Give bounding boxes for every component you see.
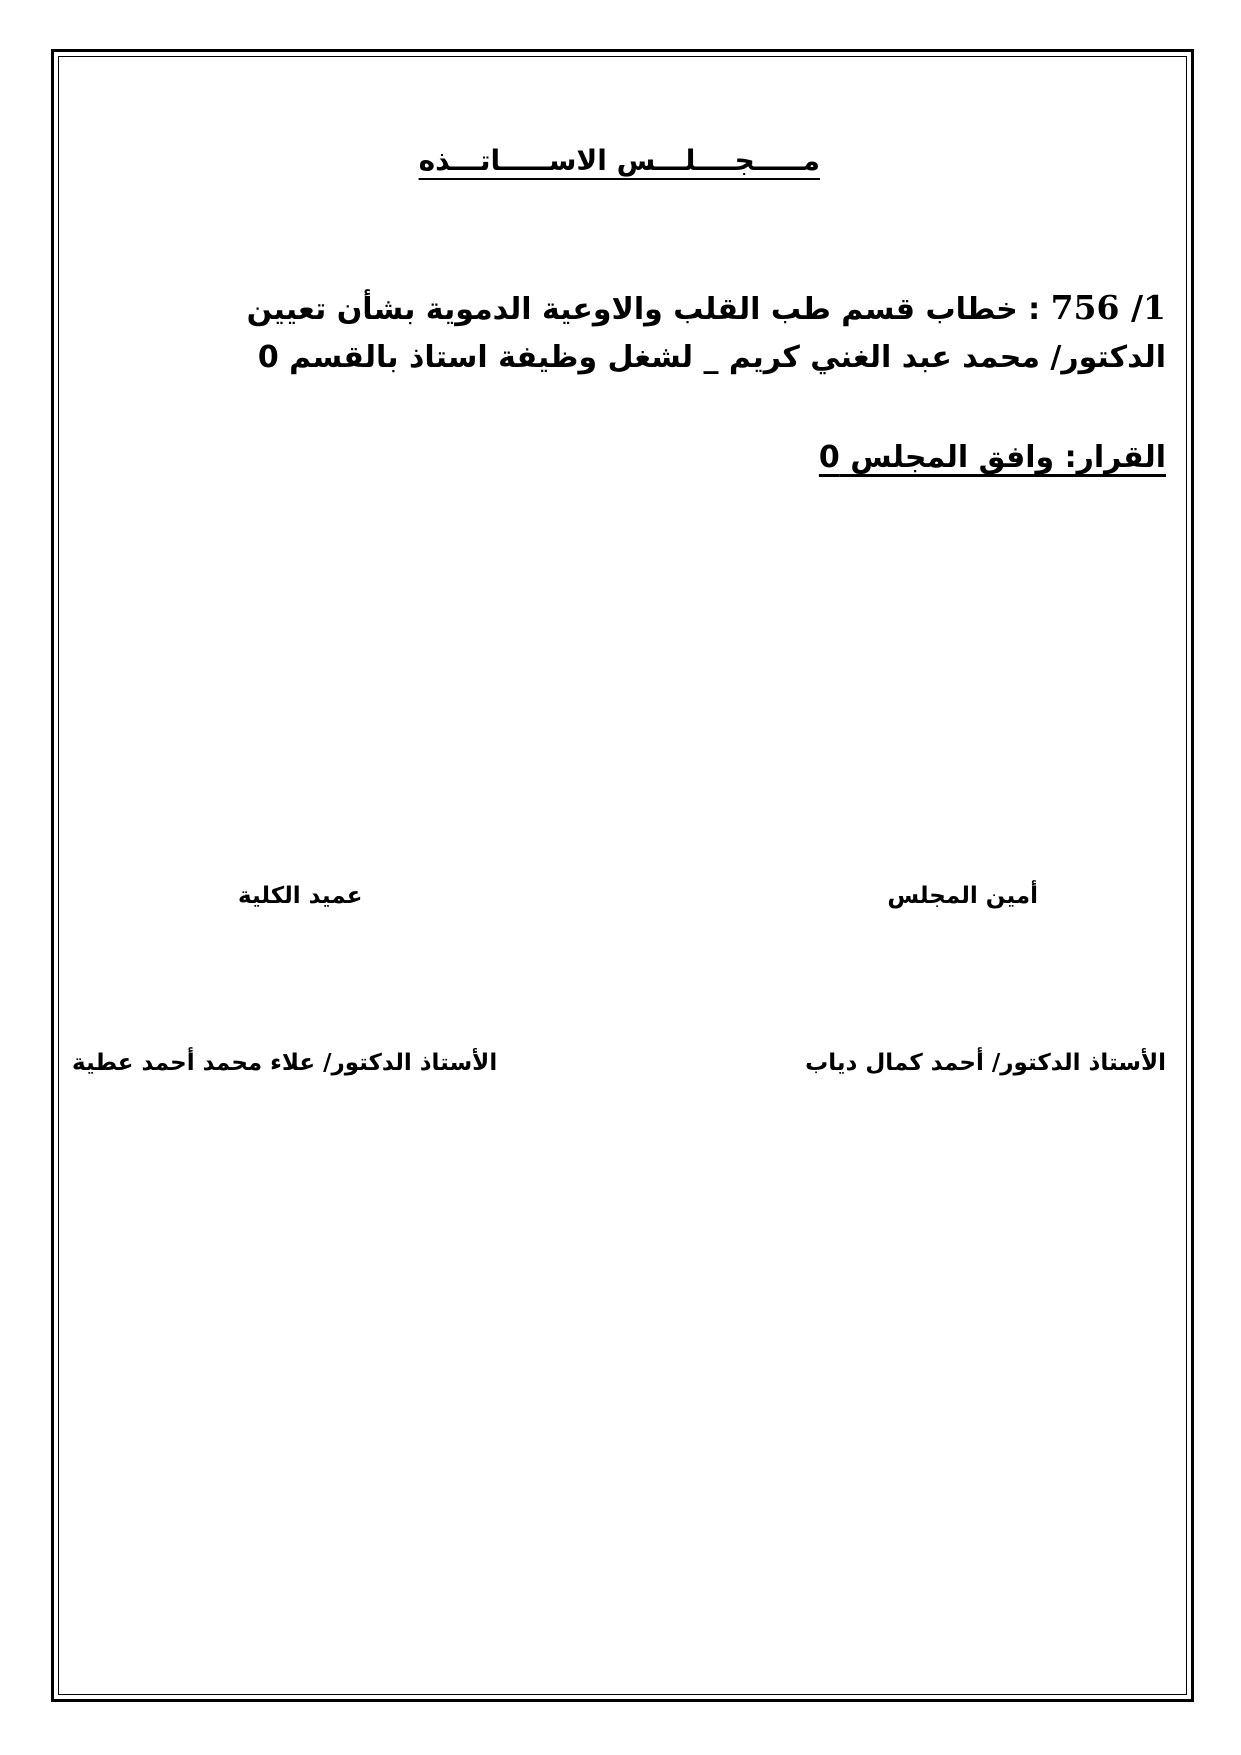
secretary-name: الأستاذ الدكتور/ أحمد كمال دياب [805, 1050, 1166, 1076]
item-line-2: الدكتور/ محمد عبد الغني كريم _ لشغل وظيفة استاذ بالقسم 0 [257, 340, 1166, 375]
secretary-label: أمين المجلس [887, 883, 1038, 909]
decision: القرار: وافق المجلس 0 [818, 440, 1166, 475]
item-number: 1/ 756 [1050, 288, 1166, 327]
item-subject: : خطاب قسم طب القلب والاوعية الدموية بشأن تعيين [246, 292, 1051, 327]
document-title: مـــــجــــلـــس الاســـــاتـــذه [418, 144, 820, 177]
dean-label: عميد الكلية [238, 883, 363, 909]
item-line-1 [226, 288, 1166, 327]
dean-name: الأستاذ الدكتور/ علاء محمد أحمد عطية [72, 1050, 498, 1076]
